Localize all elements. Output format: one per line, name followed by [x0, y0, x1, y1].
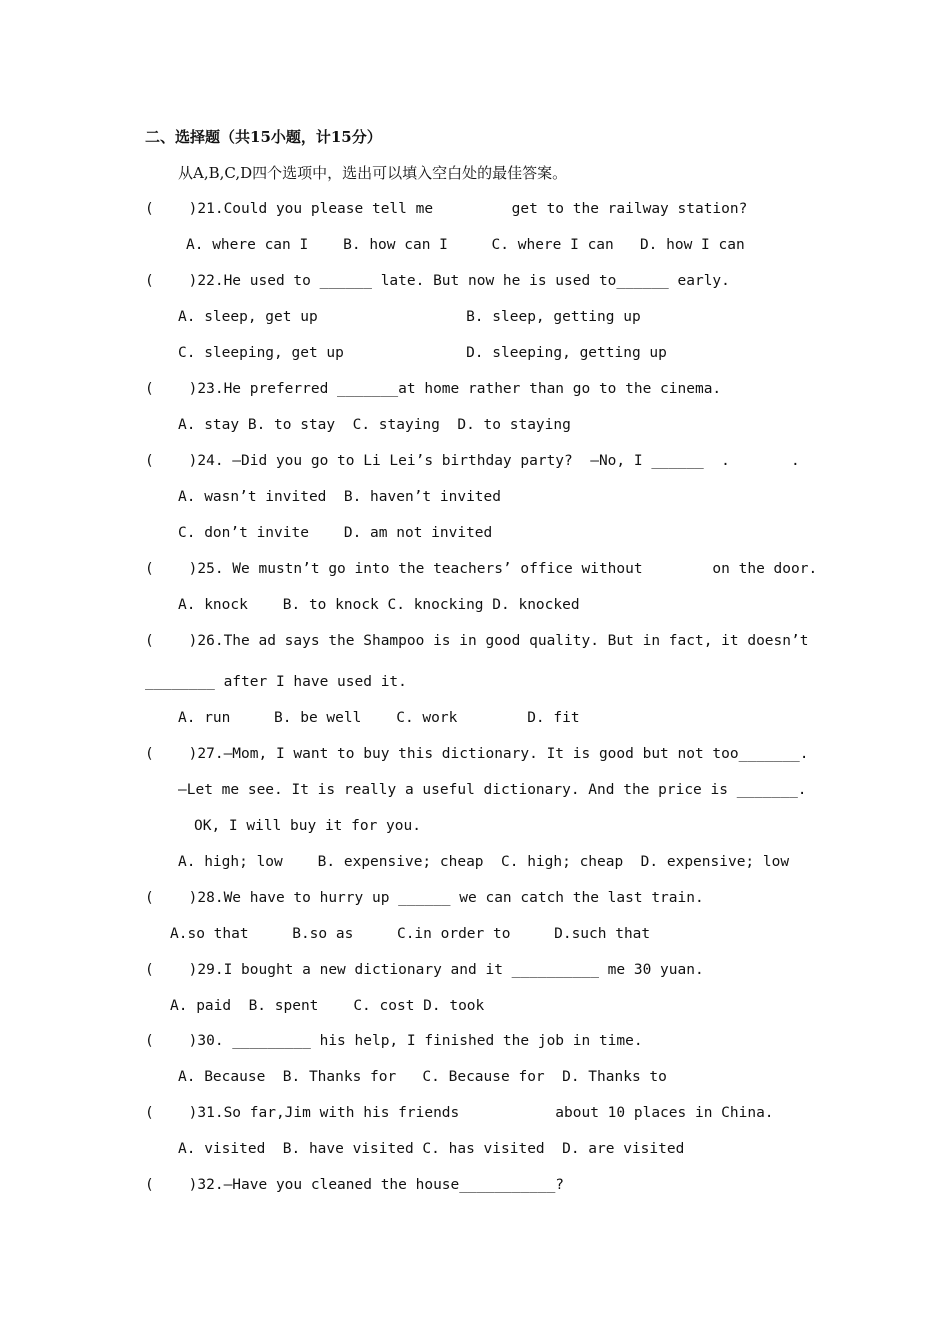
options-24-ab: A. wasn’t invited B. haven’t invited [178, 489, 502, 505]
question-26: ( )26.The ad says the Shampoo is in good quality. But in fact, it doesn’t [145, 633, 809, 649]
options-24-cd: C. don’t invite D. am not invited [178, 525, 493, 541]
options-31: A. visited B. have visited C. has visited D. are visited [178, 1141, 685, 1157]
question-27-reply: —Let me see. It is really a useful dictionary. And the price is _______. [178, 782, 807, 798]
question-24: ( )24. —Did you go to Li Lei’s birthday party? —No, I ______ . . [145, 453, 800, 469]
options-29: A. paid B. spent C. cost D. took [170, 998, 485, 1014]
question-30: ( )30. _________ his help, I finished the job in time. [145, 1033, 643, 1049]
question-25: ( )25. We mustn’t go into the teachers’ office without on the door. [145, 561, 818, 577]
options-21: A. where can I B. how can I C. where I can D. how I can [186, 237, 745, 253]
options-25: A. knock B. to knock C. knocking D. knocked [178, 597, 580, 613]
instruction: 从A,B,C,D四个选项中，选出可以填入空白处的最佳答案。 [178, 164, 568, 182]
options-27: A. high; low B. expensive; cheap C. high; cheap D. expensive; low [178, 854, 790, 870]
question-28: ( )28.We have to hurry up ______ we can catch the last train. [145, 890, 704, 906]
options-23: A. stay B. to stay C. staying D. to staying [178, 417, 571, 433]
question-27-reply-cont: OK, I will buy it for you. [194, 818, 421, 834]
options-26: A. run B. be well C. work D. fit [178, 710, 580, 726]
options-22-cd: C. sleeping, get up D. sleeping, getting up [178, 345, 667, 361]
question-31: ( )31.So far,Jim with his friends about 10 places in China. [145, 1105, 774, 1121]
question-32: ( )32.—Have you cleaned the house___________? [145, 1177, 565, 1193]
question-27: ( )27.—Mom, I want to buy this dictionary. It is good but not too_______. [145, 746, 809, 762]
question-29: ( )29.I bought a new dictionary and it __________ me 30 yuan. [145, 962, 704, 978]
question-26-cont: ________ after I have used it. [145, 674, 407, 690]
options-22-ab: A. sleep, get up B. sleep, getting up [178, 309, 641, 325]
question-23: ( )23.He preferred _______at home rather than go to the cinema. [145, 381, 722, 397]
options-30: A. Because B. Thanks for C. Because for D. Thanks to [178, 1069, 667, 1085]
question-22: ( )22.He used to ______ late. But now he is used to______ early. [145, 273, 730, 289]
section-title: 二、选择题（共15小题，计15分） [145, 128, 382, 146]
options-28: A.so that B.so as C.in order to D.such that [170, 926, 651, 942]
question-21: ( )21.Could you please tell me get to the railway station? [145, 201, 748, 217]
